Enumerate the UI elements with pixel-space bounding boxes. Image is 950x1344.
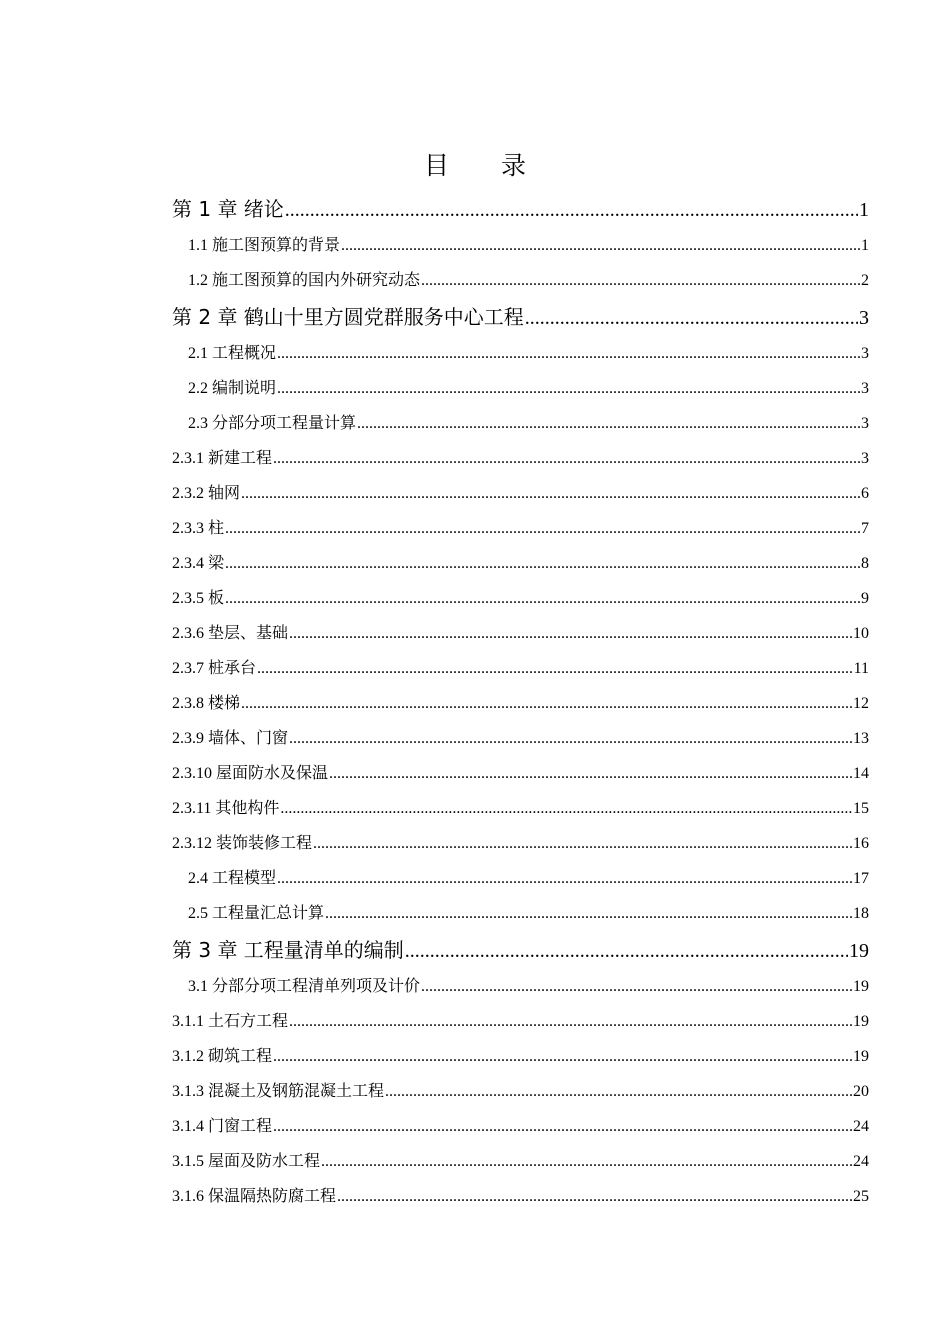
toc-leader-dots [280,791,852,826]
toc-entry-label: 2.1 工程概况 [188,345,277,362]
toc-entry[interactable] [172,298,869,336]
toc-entry[interactable] [172,651,869,686]
toc-entry[interactable] [172,931,869,969]
toc-entry-page-number: 16 [853,835,869,852]
toc-entry-label: 2.3.12 装饰装修工程 [172,835,313,852]
toc-leader-dots [273,1109,852,1144]
toc-entry-label: 2.4 工程模型 [188,870,277,887]
toc-leader-dots [241,476,860,511]
toc-entry[interactable] [172,826,869,861]
toc-entry-page-number: 1 [859,199,869,221]
toc-entry-page-number: 2 [861,272,869,289]
toc-entry-label: 3.1.2 砌筑工程 [172,1048,273,1065]
toc-entry-label: 1.1 施工图预算的背景 [188,237,341,254]
toc-entry[interactable] [172,686,869,721]
toc-leader-dots [241,686,852,721]
toc-leader-dots [405,932,848,970]
toc-entry-label: 第 1 章 绪论 [172,197,284,221]
toc-entry-page-number: 19 [853,1048,869,1065]
toc-entry[interactable] [172,1144,869,1179]
toc-entry[interactable] [172,581,869,616]
toc-entry[interactable] [172,546,869,581]
toc-entry-label: 2.3.5 板 [172,590,225,607]
toc-entry-page-number: 10 [853,625,869,642]
toc-entry-label: 2.3.6 垫层、基础 [172,625,289,642]
table-of-contents [172,190,869,1214]
toc-leader-dots [257,651,853,686]
toc-entry[interactable] [172,190,869,228]
toc-entry-page-number: 6 [861,485,869,502]
toc-entry[interactable] [172,1074,869,1109]
toc-entry-page-number: 25 [853,1188,869,1205]
toc-entry-label: 第 2 章 鹤山十里方圆党群服务中心工程 [172,305,524,329]
toc-leader-dots [225,581,860,616]
toc-entry-page-number: 19 [853,978,869,995]
toc-entry-page-number: 13 [853,730,869,747]
toc-entry[interactable] [172,228,869,263]
toc-entry[interactable] [172,969,869,1004]
toc-entry-page-number: 3 [861,380,869,397]
toc-entry-page-number: 3 [861,415,869,432]
toc-leader-dots [273,441,860,476]
toc-leader-dots [313,826,852,861]
toc-entry-page-number: 15 [853,800,869,817]
toc-leader-dots [421,263,860,298]
toc-entry-page-number: 14 [853,765,869,782]
toc-leader-dots [277,371,860,406]
toc-entry-label: 2.5 工程量汇总计算 [188,905,325,922]
toc-entry-page-number: 9 [861,590,869,607]
toc-leader-dots [289,721,852,756]
toc-leader-dots [357,406,860,441]
toc-entry[interactable] [172,476,869,511]
toc-entry-page-number: 17 [853,870,869,887]
toc-entry[interactable] [172,721,869,756]
toc-entry[interactable] [172,1109,869,1144]
toc-entry-page-number: 11 [853,660,869,677]
toc-leader-dots [277,861,852,896]
toc-entry-label: 2.3.11 其他构件 [172,800,280,817]
toc-leader-dots [525,299,858,337]
toc-entry-label: 2.3.8 楼梯 [172,695,241,712]
toc-entry[interactable] [172,441,869,476]
toc-leader-dots [329,756,852,791]
toc-entry-label: 2.3.9 墙体、门窗 [172,730,289,747]
toc-entry-label: 3.1.4 门窗工程 [172,1118,273,1135]
toc-entry-label: 2.3.2 轴网 [172,485,241,502]
toc-entry-page-number: 18 [853,905,869,922]
toc-entry-label: 2.3.4 梁 [172,555,225,572]
toc-entry-page-number: 19 [849,940,869,962]
toc-entry-page-number: 3 [861,345,869,362]
toc-leader-dots [385,1074,852,1109]
toc-entry-label: 2.3 分部分项工程量计算 [188,415,357,432]
toc-entry[interactable] [172,896,869,931]
toc-entry-label: 3.1.6 保温隔热防腐工程 [172,1188,337,1205]
toc-entry-page-number: 19 [853,1013,869,1030]
toc-entry-page-number: 24 [853,1153,869,1170]
toc-entry[interactable] [172,511,869,546]
toc-leader-dots [289,1004,852,1039]
toc-entry-label: 3.1.5 屋面及防水工程 [172,1153,321,1170]
toc-leader-dots [273,1039,852,1074]
toc-entry-label: 2.3.1 新建工程 [172,450,273,467]
toc-entry[interactable] [172,791,869,826]
toc-leader-dots [225,546,860,581]
toc-entry-label: 3.1.3 混凝土及钢筋混凝土工程 [172,1083,385,1100]
toc-entry-page-number: 20 [853,1083,869,1100]
toc-entry[interactable] [172,861,869,896]
toc-entry-label: 3.1.1 土石方工程 [172,1013,289,1030]
toc-entry[interactable] [172,336,869,371]
toc-entry-page-number: 24 [853,1118,869,1135]
toc-entry-page-number: 12 [853,695,869,712]
toc-entry-label: 2.3.7 桩承台 [172,660,257,677]
toc-leader-dots [321,1144,852,1179]
toc-entry-page-number: 8 [861,555,869,572]
toc-entry[interactable] [172,1039,869,1074]
toc-entry-page-number: 3 [859,307,869,329]
toc-leader-dots [337,1179,852,1214]
toc-entry-label: 2.3.10 屋面防水及保温 [172,765,329,782]
toc-entry-label: 2.3.3 柱 [172,520,225,537]
toc-entry-page-number: 1 [861,237,869,254]
toc-entry[interactable] [172,616,869,651]
toc-entry[interactable] [172,1004,869,1039]
toc-entry[interactable] [172,406,869,441]
toc-leader-dots [289,616,852,651]
toc-entry-label: 1.2 施工图预算的国内外研究动态 [188,272,421,289]
toc-leader-dots [421,969,852,1004]
toc-leader-dots [277,336,860,371]
page-title: 目 录 [424,151,548,180]
toc-entry-label: 2.2 编制说明 [188,380,277,397]
toc-entry[interactable] [172,371,869,406]
toc-entry-label: 第 3 章 工程量清单的编制 [172,938,404,962]
toc-leader-dots [341,228,860,263]
toc-entry[interactable] [172,1179,869,1214]
toc-leader-dots [225,511,860,546]
toc-entry-page-number: 3 [861,450,869,467]
toc-entry[interactable] [172,756,869,791]
toc-entry[interactable] [172,263,869,298]
toc-entry-label: 3.1 分部分项工程清单列项及计价 [188,978,421,995]
toc-leader-dots [285,191,858,229]
toc-leader-dots [325,896,852,931]
toc-entry-page-number: 7 [861,520,869,537]
